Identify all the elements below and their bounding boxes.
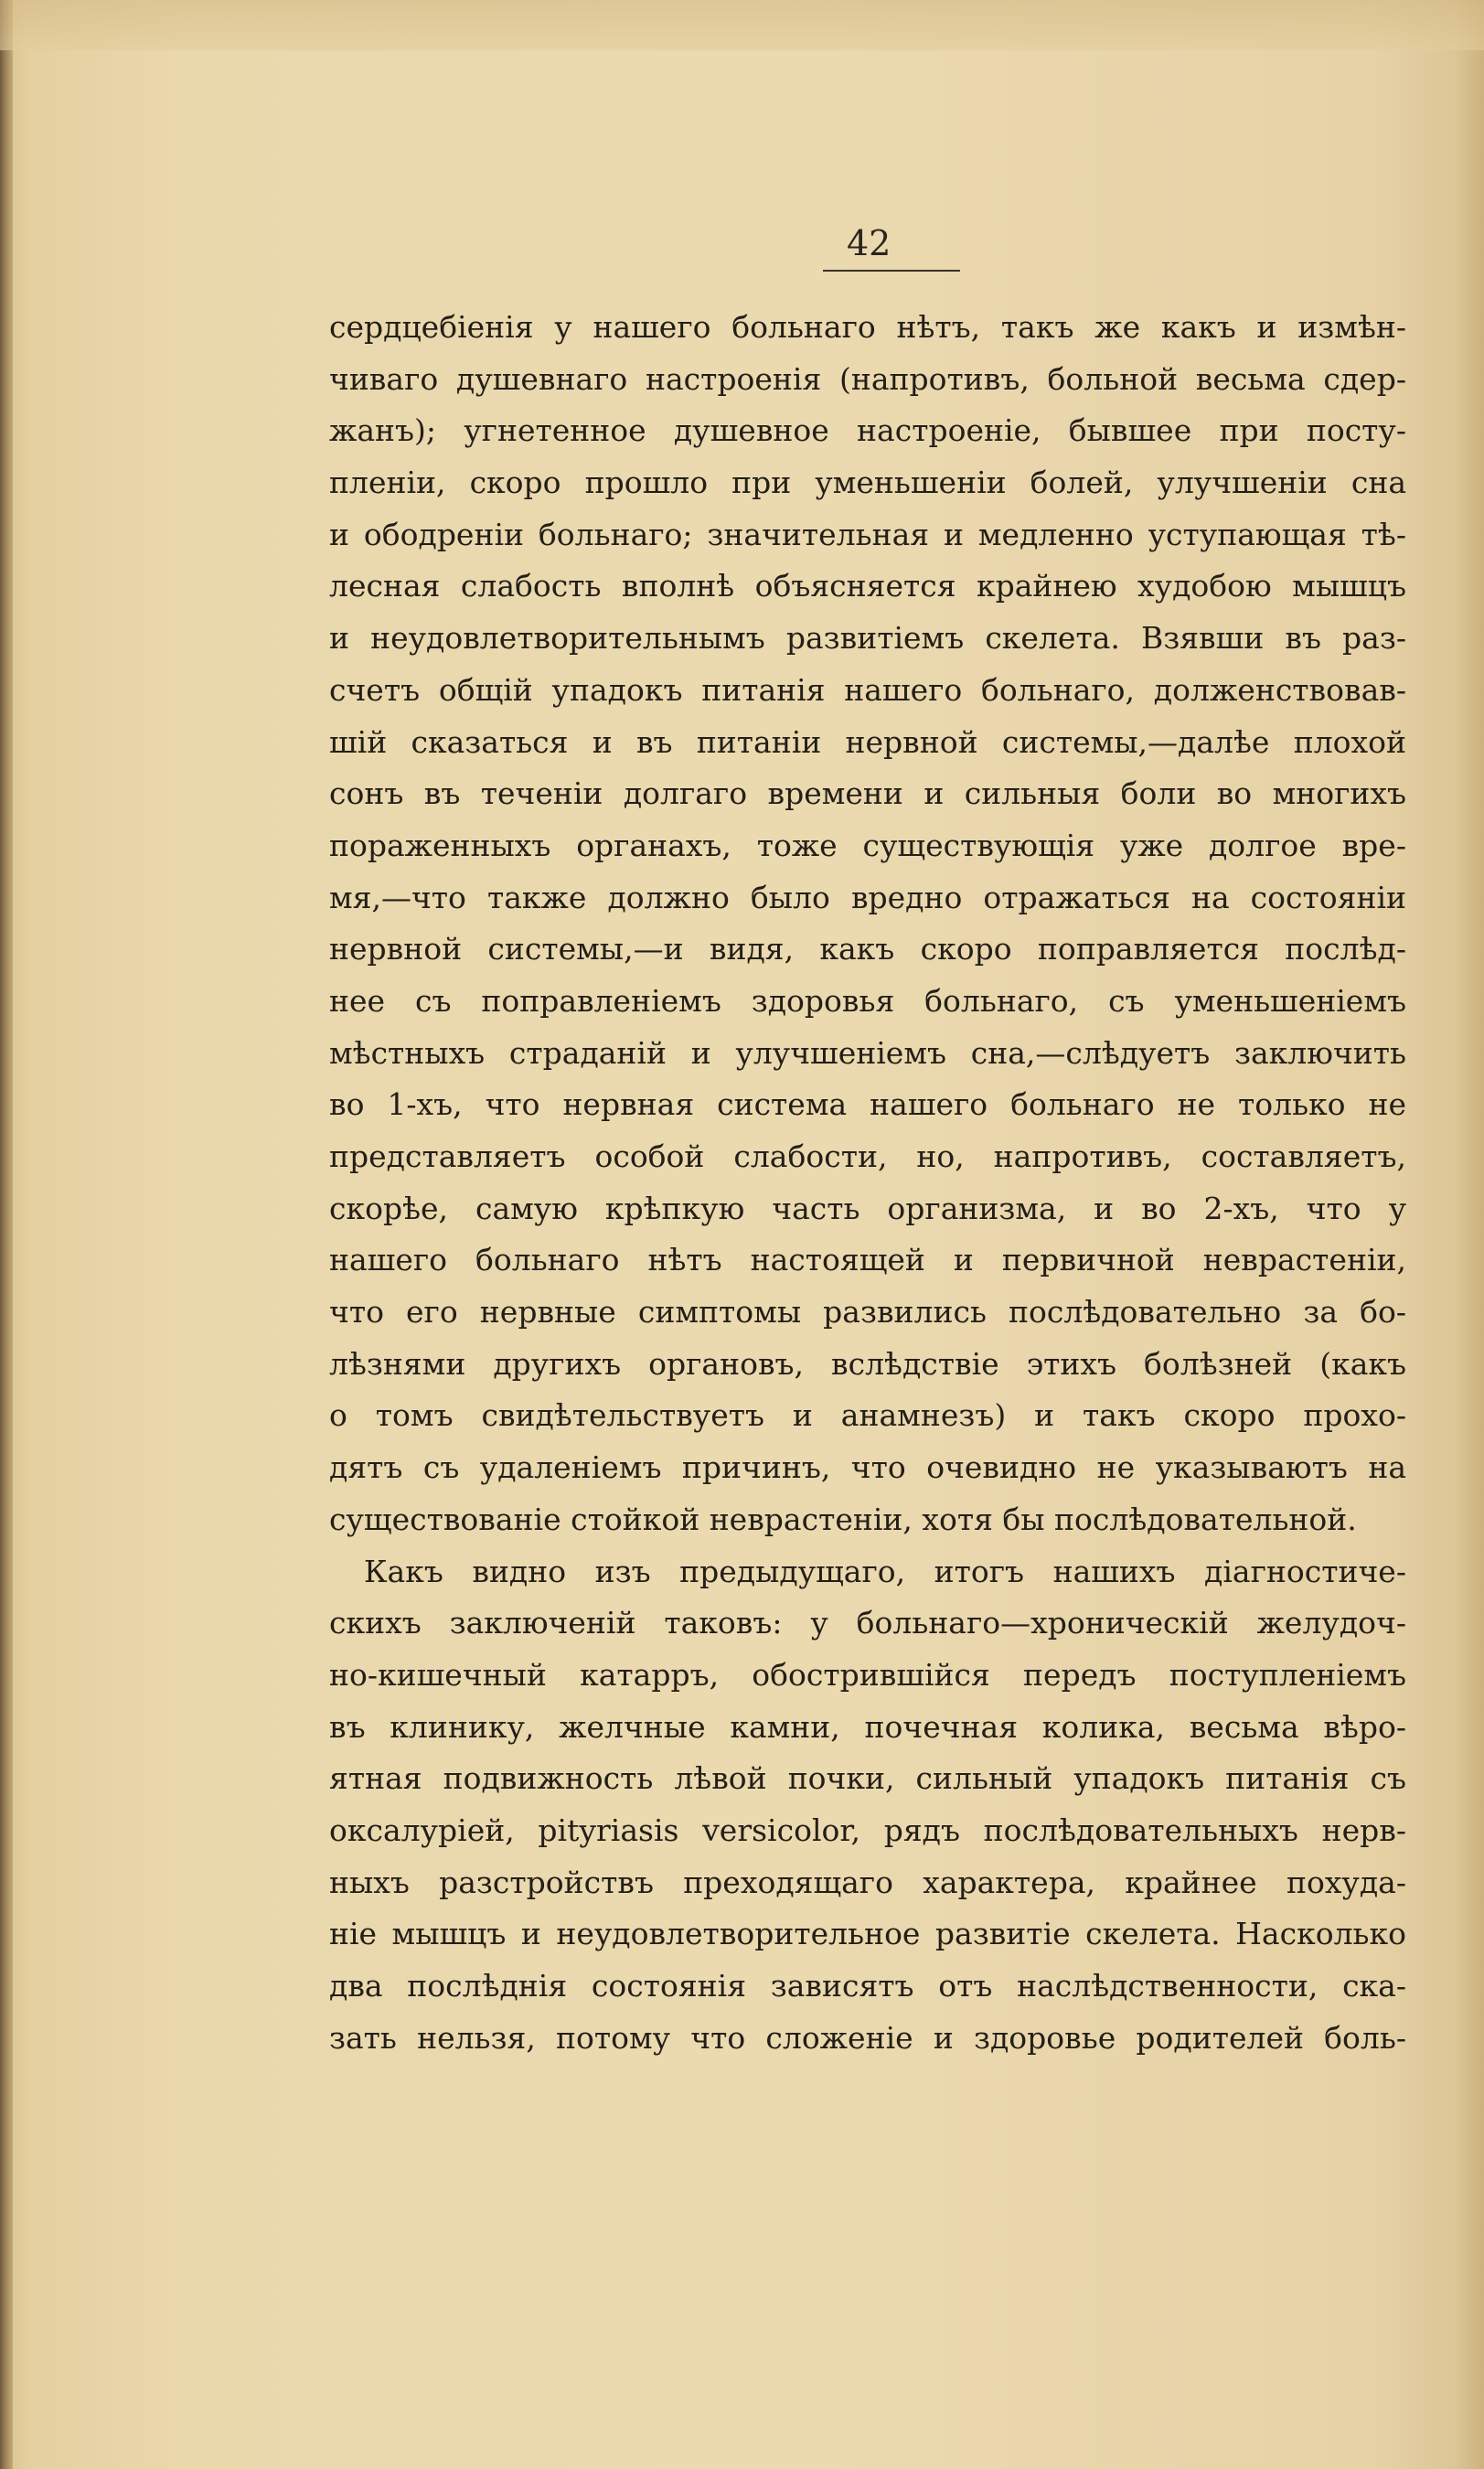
text-line: мя,—что также должно было вредно отражаться на состояніи (329, 879, 1406, 915)
text-line: во 1-хъ, что нервная система нашего больнаго не только не (329, 1086, 1406, 1123)
text-line: зать нельзя, потому что сложеніе и здоровье родителей боль- (329, 2019, 1406, 2056)
text-line: чиваго душевнаго настроенія (напротивъ, больной весьма сдер- (329, 360, 1406, 397)
text-line: пленіи, скоро прошло при уменьшеніи болей, улучшеніи сна (329, 465, 1406, 501)
text-line: нервной системы,—и видя, какъ скоро поправляется послѣд- (329, 931, 1406, 967)
text-line-paragraph-end: существованіе стойкой неврастеніи, хотя бы послѣдовательной. (329, 1501, 1357, 1537)
text-line: о томъ свидѣтельствуетъ и анамнезъ) и такъ скоро прохо- (329, 1397, 1406, 1434)
text-line: сонъ въ теченіи долгаго времени и сильныя боли во многихъ (329, 775, 1406, 812)
text-line: скорѣе, самую крѣпкую часть организма, и во 2-хъ, что у (329, 1190, 1406, 1226)
text-line-paragraph-start: Какъ видно изъ предыдущаго, итогъ нашихъ діагностиче- (364, 1553, 1406, 1589)
text-line: оксалуріей, pityriasis versicolor, рядъ послѣдовательныхъ нерв- (329, 1812, 1406, 1848)
text-line: лесная слабость вполнѣ объясняется крайнею худобою мышцъ (329, 568, 1406, 604)
text-line: въ клинику, желчные камни, почечная колика, весьма вѣро- (329, 1708, 1406, 1745)
text-line: ятная подвижность лѣвой почки, сильный упадокъ питанія съ (329, 1760, 1406, 1797)
text-line: и неудовлетворительнымъ развитіемъ скелета. Взявши въ раз- (329, 620, 1406, 657)
text-line: шій сказаться и въ питаніи нервной системы,—далѣе плохой (329, 723, 1406, 760)
page-number: 42 (847, 223, 891, 263)
text-line: ніе мышцъ и неудовлетворительное развитіе скелета. Насколько (329, 1916, 1406, 1952)
text-line: счетъ общій упадокъ питанія нашего больнаго, долженствовав- (329, 671, 1406, 708)
text-line: скихъ заключеній таковъ: у больнаго—хроническій желудоч- (329, 1605, 1406, 1641)
body-text (329, 302, 1406, 2064)
text-line: и ободреніи больнаго; значительная и медленно уступающая тѣ- (329, 516, 1406, 552)
page-number-rule (823, 270, 960, 272)
text-line: жанъ); угнетенное душевное настроеніе, бывшее при посту- (329, 412, 1406, 449)
text-line: пораженныхъ органахъ, тоже существующія уже долгое вре- (329, 827, 1406, 863)
text-line: представляетъ особой слабости, но, напротивъ, составляетъ, (329, 1138, 1406, 1174)
text-line: что его нервные симптомы развились послѣдовательно за бо- (329, 1294, 1406, 1331)
page-binding-edge (0, 0, 13, 2469)
text-line: сердцебіенія у нашего больнаго нѣтъ, такъ же какъ и измѣн- (329, 309, 1406, 345)
text-line: ныхъ разстройствъ преходящаго характера, крайнее похуда- (329, 1864, 1406, 1900)
text-line: но-кишечный катарръ, обострившійся передъ поступленіемъ (329, 1656, 1406, 1693)
text-line: нашего больнаго нѣтъ настоящей и первичной неврастеніи, (329, 1242, 1406, 1278)
text-line: два послѣднія состоянія зависятъ отъ наслѣдственности, ска- (329, 1968, 1406, 2004)
page-top-shade (0, 0, 1484, 50)
text-line: дятъ съ удаленіемъ причинъ, что очевидно не указываютъ на (329, 1449, 1406, 1486)
text-line: мѣстныхъ страданій и улучшеніемъ сна,—слѣдуетъ заключить (329, 1034, 1406, 1071)
text-line: нее съ поправленіемъ здоровья больнаго, съ уменьшеніемъ (329, 982, 1406, 1019)
text-line: лѣзнями другихъ органовъ, вслѣдствіе этихъ болѣзней (какъ (329, 1345, 1406, 1382)
